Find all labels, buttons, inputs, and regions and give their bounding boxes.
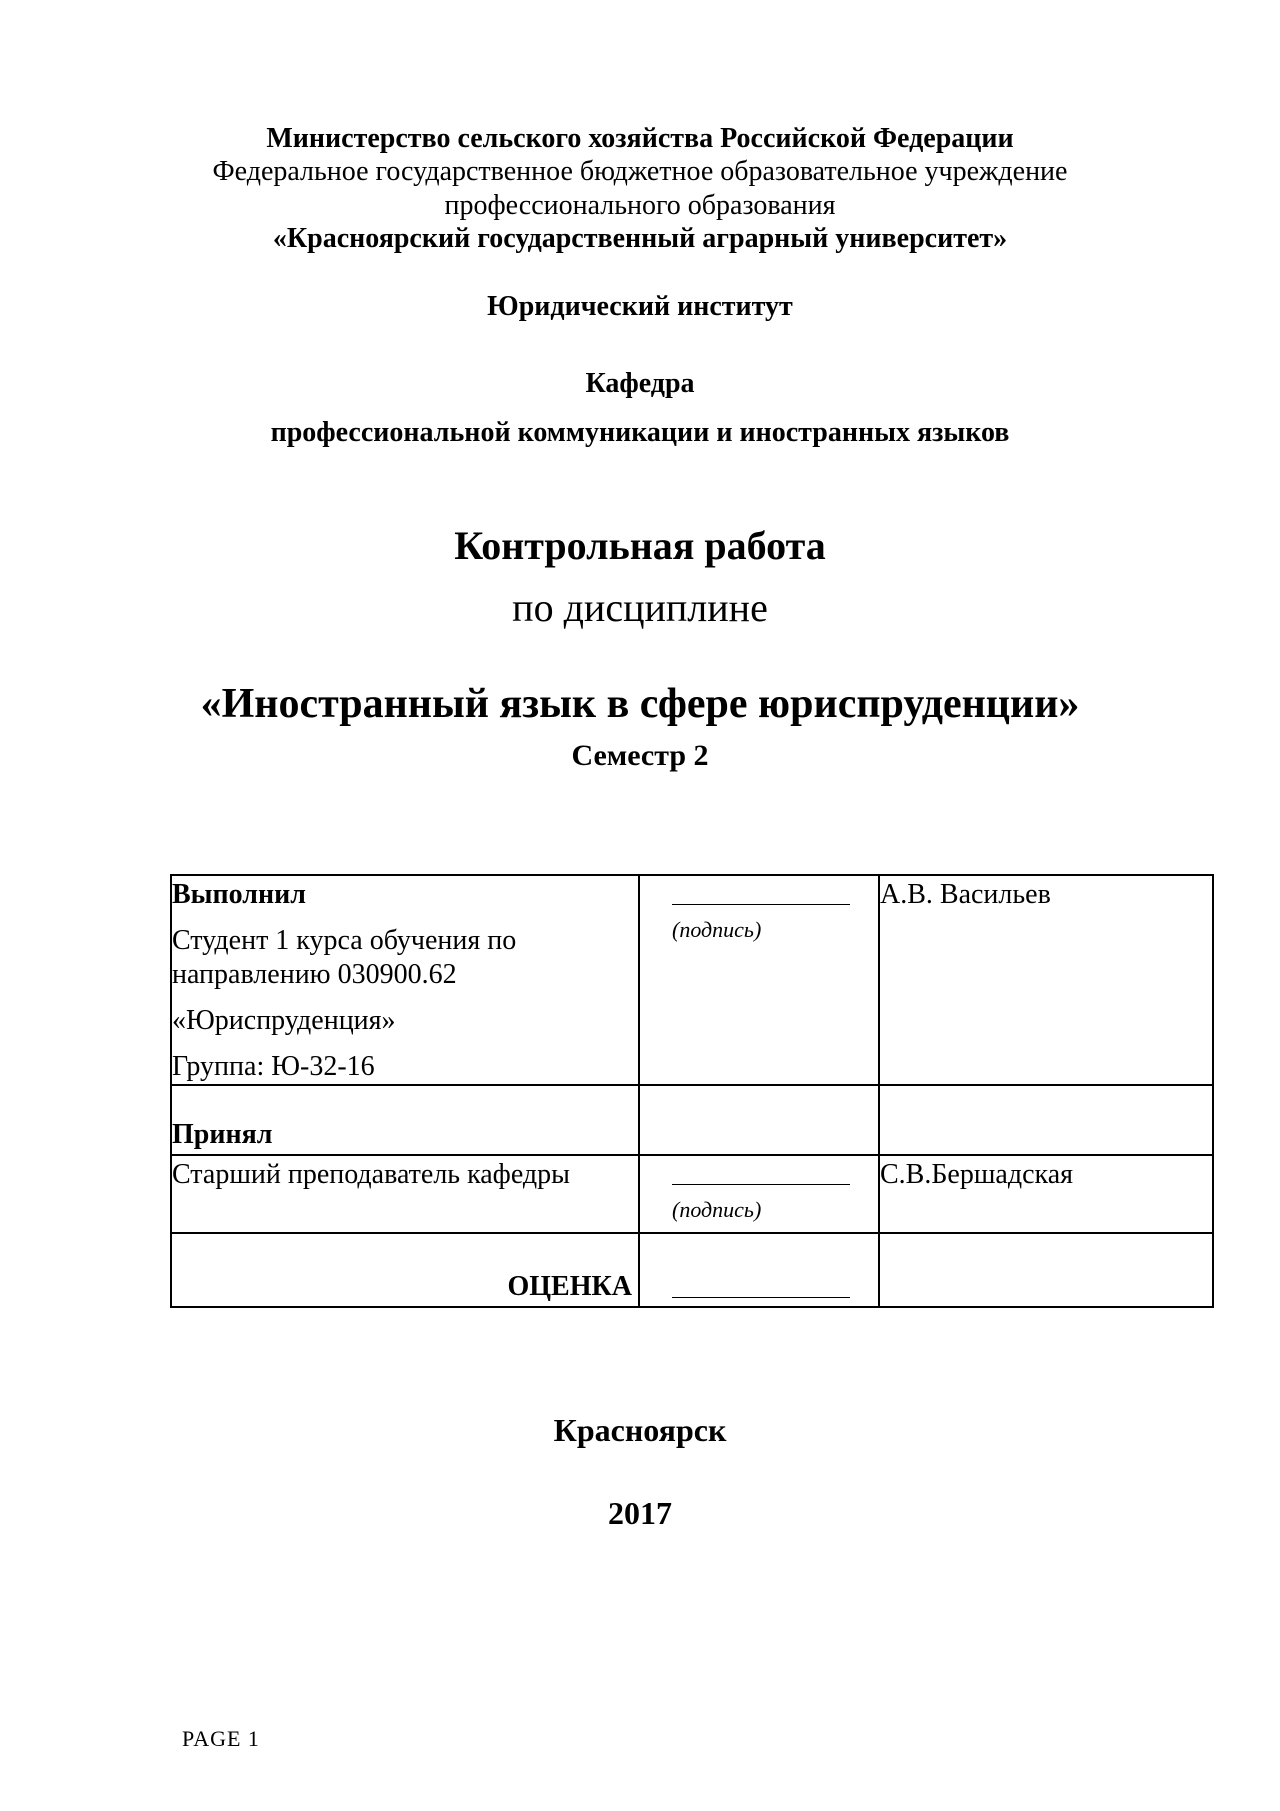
institution-line-1: Федеральное государственное бюджетное образовательное учреждение bbox=[212, 156, 1068, 187]
grade-label: ОЦЕНКА bbox=[507, 1271, 632, 1302]
work-type-title: Контрольная работа bbox=[454, 523, 826, 568]
university-name: «Красноярский государственный аграрный университет» bbox=[272, 223, 1008, 254]
signature-caption: (подпись) bbox=[672, 1197, 762, 1222]
department-name: профессиональной коммуникации и иностранных языков bbox=[270, 417, 1010, 448]
student-description: Студент 1 курса обучения по направлению 030900.62 bbox=[172, 925, 517, 990]
signature-line bbox=[672, 876, 850, 905]
department-label: Кафедра bbox=[585, 368, 695, 399]
signature-line bbox=[672, 1156, 850, 1185]
accepted-cell bbox=[171, 1085, 639, 1155]
institution-line-2: профессионального образования bbox=[444, 190, 836, 221]
grade-line bbox=[672, 1269, 850, 1298]
student-group: Группа: Ю-32-16 bbox=[172, 1051, 375, 1082]
teacher-position-cell bbox=[171, 1155, 639, 1233]
student-signature-cell bbox=[639, 875, 879, 1085]
by-discipline-line: по дисциплине bbox=[512, 585, 768, 630]
student-name: А.В. Васильев bbox=[880, 879, 1051, 910]
year: 2017 bbox=[608, 1495, 672, 1531]
teacher-name: С.В.Бершадская bbox=[880, 1159, 1074, 1190]
grade-line-cell bbox=[639, 1233, 879, 1307]
empty-cell bbox=[639, 1085, 879, 1155]
discipline-title: «Иностранный язык в сфере юриспруденции» bbox=[200, 681, 1080, 727]
teacher-signature-cell bbox=[639, 1155, 879, 1233]
accepted-label: Принял bbox=[172, 1119, 273, 1150]
empty-cell bbox=[879, 1233, 1213, 1307]
semester-line: Семестр 2 bbox=[571, 739, 709, 772]
signature-table bbox=[170, 874, 1214, 1308]
city: Красноярск bbox=[553, 1412, 727, 1448]
signature-caption: (подпись) bbox=[672, 917, 762, 942]
specialty: «Юриспруденция» bbox=[172, 1005, 396, 1036]
grade-label-cell bbox=[171, 1233, 639, 1307]
teacher-name-cell bbox=[879, 1155, 1213, 1233]
institute-name: Юридический институт bbox=[487, 291, 793, 322]
ministry-line: Министерство сельского хозяйства Российской Федерации bbox=[266, 123, 1014, 154]
teacher-position: Старший преподаватель кафедры bbox=[172, 1159, 570, 1190]
student-name-cell bbox=[879, 875, 1213, 1085]
student-info-cell bbox=[171, 875, 639, 1085]
empty-cell bbox=[879, 1085, 1213, 1155]
page-number: PAGE 1 bbox=[182, 1726, 260, 1751]
completed-label: Выполнил bbox=[172, 879, 306, 910]
